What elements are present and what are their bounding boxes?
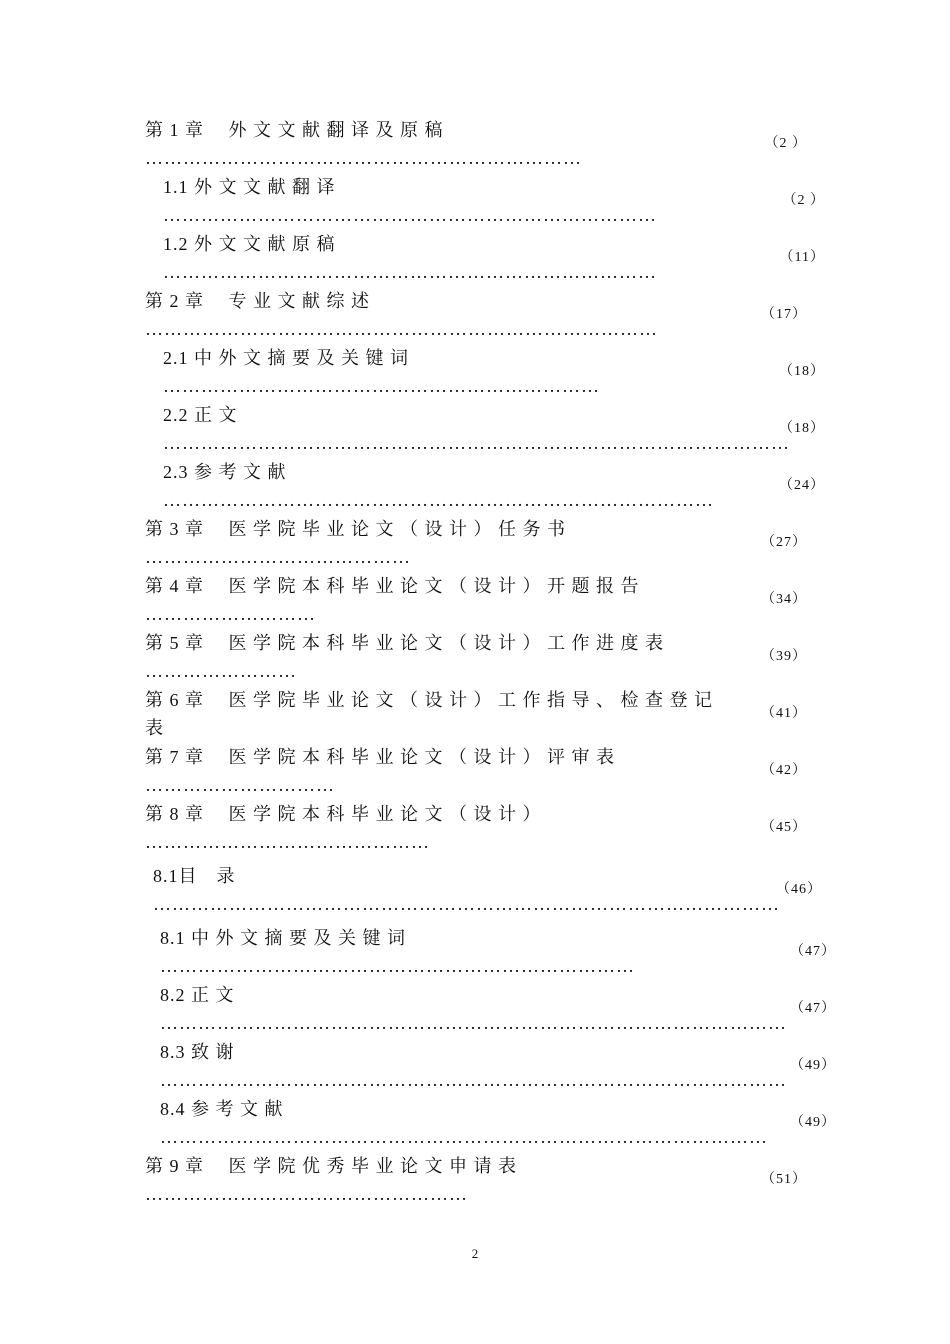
page-number: 2	[471, 1246, 479, 1261]
toc-entry-2-3[interactable]	[163, 458, 853, 516]
toc-entry-chapter-7[interactable]	[145, 743, 835, 801]
toc-entry-chapter-1[interactable]	[145, 116, 835, 174]
toc-entry-8-1-abstract[interactable]	[160, 924, 850, 982]
toc-entry-chapter-4[interactable]	[145, 572, 835, 630]
toc-entry-title: 1.2 外 文 文 献 原 稿 ……………………………………………………………………	[163, 234, 657, 282]
toc-entry-8-1-contents[interactable]	[153, 862, 843, 920]
toc-entry-chapter-8[interactable]	[145, 800, 835, 858]
toc-entry-chapter-2[interactable]	[145, 287, 835, 345]
toc-entry-title: 第 5 章 医 学 院 本 科 毕 业 论 文 （ 设 计 ） 工 作 进 度 表 ……………………	[145, 633, 664, 681]
toc-entry-title: 8.2 正 文 ………………………………………………………………………………………	[160, 985, 787, 1033]
toc-entry-page: （45）	[761, 820, 807, 835]
toc-entry-2-2[interactable]	[163, 401, 853, 459]
toc-entry-page: （42）	[761, 763, 807, 778]
toc-entry-page: （27）	[761, 535, 807, 550]
toc-entry-1-1[interactable]	[163, 173, 853, 231]
toc-entry-page: （2 ）	[764, 136, 807, 151]
toc-entry-title: 2.1 中 外 文 摘 要 及 关 键 词 ……………………………………………………………	[163, 348, 600, 396]
toc-entry-chapter-9[interactable]	[145, 1152, 835, 1210]
toc-entry-page: （47）	[790, 1001, 836, 1016]
toc-entry-title: 第 2 章 专 业 文 献 综 述 ………………………………………………………………………	[145, 291, 658, 339]
toc-entry-page: （34）	[761, 592, 807, 607]
toc-entry-title: 8.1 中 外 文 摘 要 及 关 键 词 …………………………………………………………………	[160, 928, 635, 976]
toc-entry-title: 第 7 章 医 学 院 本 科 毕 业 论 文 （ 设 计 ） 评 审 表 …………………………	[145, 747, 615, 795]
toc-entry-page: （47）	[790, 944, 836, 959]
toc-entry-title: 8.3 致 谢 ………………………………………………………………………………………	[160, 1042, 787, 1090]
toc-entry-page: （51）	[761, 1172, 807, 1187]
toc-entry-title: 第 6 章 医 学 院 毕 业 论 文 （ 设 计 ） 工 作 指 导 、 检 查 登 记 表	[145, 690, 713, 738]
toc-entry-title: 第 3 章 医 学 院 毕 业 论 文 （ 设 计 ） 任 务 书 ……………………………………	[145, 519, 566, 567]
toc-entry-page: （11）	[779, 250, 825, 265]
toc-entry-chapter-3[interactable]	[145, 515, 835, 573]
toc-entry-title: 2.3 参 考 文 献 ……………………………………………………………………………	[163, 462, 714, 510]
toc-entry-title: 第 9 章 医 学 院 优 秀 毕 业 论 文 申 请 表 ……………………………………………	[145, 1156, 517, 1204]
toc-entry-title: 第 1 章 外 文 文 献 翻 译 及 原 稿 ……………………………………………………………	[145, 120, 582, 168]
toc-entry-2-1[interactable]	[163, 344, 853, 402]
toc-entry-title: 第 4 章 医 学 院 本 科 毕 业 论 文 （ 设 计 ） 开 题 报 告 ………………………	[145, 576, 640, 624]
toc-entry-page: （18）	[779, 364, 825, 379]
toc-entry-page: （18）	[779, 421, 825, 436]
toc-entry-title: 1.1 外 文 文 献 翻 译 ……………………………………………………………………	[163, 177, 657, 225]
toc-entry-8-4[interactable]	[160, 1095, 850, 1153]
toc-entry-page: （17）	[761, 307, 807, 322]
toc-entry-title: 8.1目 录 ………………………………………………………………………………………	[153, 866, 780, 914]
toc-entry-title: 8.4 参 考 文 献 ……………………………………………………………………………………	[160, 1099, 768, 1147]
toc-entry-title: 2.2 正 文 ………………………………………………………………………………………	[163, 405, 790, 453]
toc-entry-1-2[interactable]	[163, 230, 853, 288]
toc-entry-8-2[interactable]	[160, 981, 850, 1039]
toc-entry-page: （41）	[761, 706, 807, 721]
toc-entry-page: （2 ）	[782, 193, 825, 208]
toc-entry-page: （39）	[761, 649, 807, 664]
toc-entry-chapter-5[interactable]	[145, 629, 835, 687]
toc-entry-8-3[interactable]	[160, 1038, 850, 1096]
toc-entry-page: （24）	[779, 478, 825, 493]
toc-entry-page: （49）	[790, 1115, 836, 1130]
toc-entry-chapter-6[interactable]	[145, 686, 835, 744]
toc-entry-page: （46）	[776, 882, 822, 897]
toc-entry-title: 第 8 章 医 学 院 本 科 毕 业 论 文 （ 设 计 ） ………………………………………	[145, 804, 542, 852]
toc-entry-page: （49）	[790, 1058, 836, 1073]
